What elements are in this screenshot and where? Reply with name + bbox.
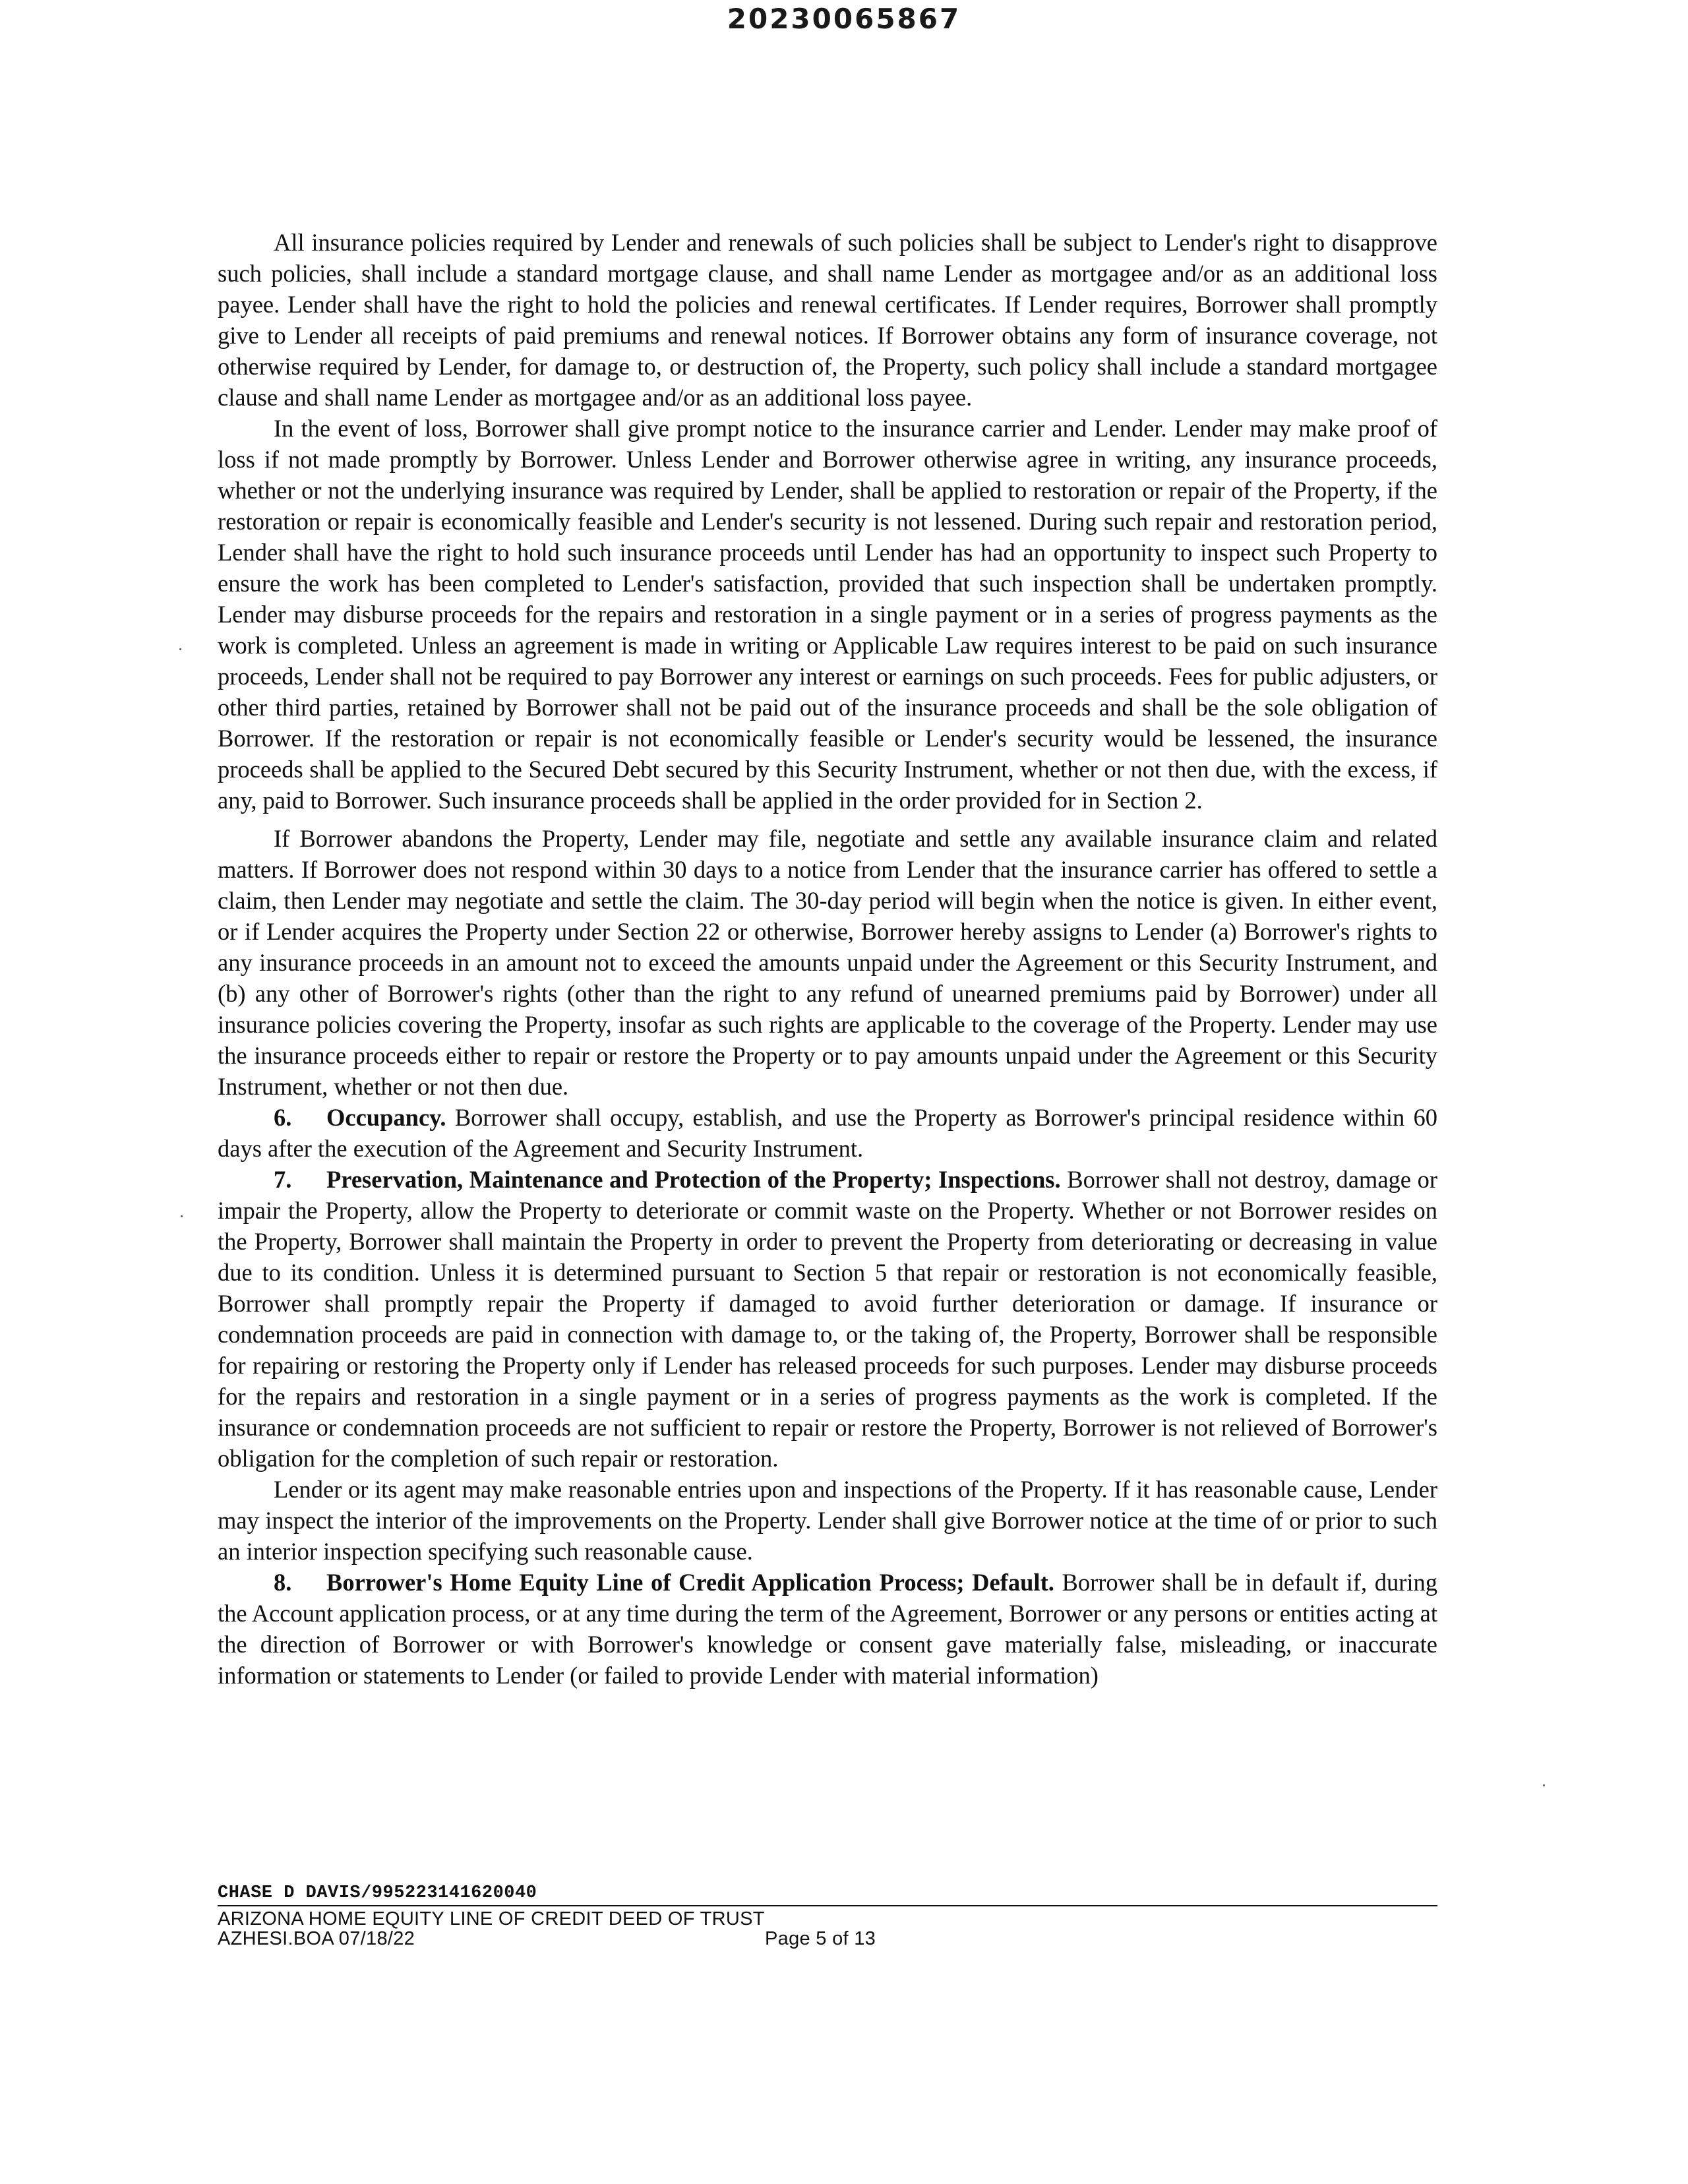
form-code: AZHESI.BOA 07/18/22 (218, 1928, 415, 1949)
section-7-number: 7. (274, 1166, 292, 1193)
page-number: Page 5 of 13 (765, 1928, 876, 1949)
document-number: 20230065867 (727, 3, 961, 35)
section-8-title: Borrower's Home Equity Line of Credit Application Process; Default. (326, 1569, 1054, 1596)
borrower-loan-id: CHASE D DAVIS/995223141620040 (218, 1883, 537, 1903)
form-title: ARIZONA HOME EQUITY LINE OF CREDIT DEED OF TRUST (218, 1908, 765, 1929)
document-body (218, 227, 1437, 1691)
paragraph-insurance-policies: All insurance policies required by Lender and renewals of such policies shall be subject to Lender's right to disapprove such policies, shall include a standard mortgage clause, and shall name Lender as mortgagee and/or as an additional loss payee. Lender shall have the right to hold the policies and renewal certificates. If Lender requires, Borrower shall promptly give to Lender all receipts of paid premiums and renewal notices. If Borrower obtains any form of insurance coverage, not otherwise required by Lender, for damage to, or destruction of, the Property, such policy shall include a standard mortgagee clause and shall name Lender as mortgagee and/or as an additional loss payee. (218, 229, 1437, 411)
section-7-preservation (218, 1164, 1437, 1474)
paragraph-inspections: Lender or its agent may make reasonable entries upon and inspections of the Property. If it has reasonable cause, Lender may inspect the interior of the improvements on the Property. Lender shall give Borrower notice at the time of or prior to such an interior inspection specifying such reasonable cause. (218, 1476, 1437, 1565)
paragraph-abandonment: If Borrower abandons the Property, Lender may file, negotiate and settle any available insurance claim and related matters. If Borrower does not respond within 30 days to a notice from Lender that the insurance carrier has offered to settle a claim, then Lender may negotiate and settle the claim. The 30-day period will begin when the notice is given. In either event, or if Lender acquires the Property under Section 22 or otherwise, Borrower hereby assigns to Lender (a) Borrower's rights to any insurance proceeds in an amount not to exceed the amounts unpaid under the Agreement or this Security Instrument, and (b) any other of Borrower's rights (other than the right to any refund of unearned premiums paid by Borrower) under all insurance policies covering the Property, insofar as such rights are applicable to the coverage of the Property. Lender may use the insurance proceeds either to repair or restore the Property or to pay amounts unpaid under the Agreement or this Security Instrument, whether or not then due. (218, 825, 1437, 1100)
section-6-occupancy (218, 1102, 1437, 1164)
section-8-number: 8. (274, 1569, 292, 1596)
section-7-text: Borrower shall not destroy, damage or impair the Property, allow the Property to deteriorate or commit waste on the Property. Whether or not Borrower resides on the Property, Borrower shall maintain the Property in order to prevent the Property from deteriorating or decreasing in value due to its condition. Unless it is determined pursuant to Section 5 that repair or restoration is not economically feasible, Borrower shall promptly repair the Property if damaged to avoid further deterioration or damage. If insurance or condemnation proceeds are paid in connection with damage to, or the taking of, the Property, Borrower shall be responsible for repairing or restoring the Property only if Lender has released proceeds for such purposes. Lender may disburse proceeds for the repairs and restoration in a single payment or in a series of progress payments as the work is completed. If the insurance or condemnation proceeds are not sufficient to repair or restore the Property, Borrower is not relieved of Borrower's obligation for the completion of such repair or restoration. (218, 1166, 1438, 1472)
section-8-text: Borrower shall be in default if, during the Account application process, or at any time during the term of the Agreement, Borrower or any persons or entities acting at the direction of Borrower or with Borrower's knowledge or consent gave materially false, misleading, or inaccurate information or statements to Lender (or failed to provide Lender with material information) (218, 1569, 1438, 1689)
scan-speck (181, 1215, 183, 1217)
footer-divider (218, 1905, 1437, 1906)
section-7-title: Preservation, Maintenance and Protection of the Property; Inspections. (326, 1166, 1061, 1193)
section-8-application-process (218, 1567, 1437, 1691)
section-6-title: Occupancy. (326, 1104, 446, 1131)
scan-speck (179, 648, 181, 650)
section-6-number: 6. (274, 1104, 292, 1131)
scan-speck (1543, 1784, 1545, 1786)
footer-line-2 (218, 1929, 1437, 1950)
page-footer (218, 1883, 1437, 1950)
paragraph-event-of-loss: In the event of loss, Borrower shall give prompt notice to the insurance carrier and Lender. Lender may make proof of loss if not made promptly by Borrower. Unless Lender and Borrower otherwise agree in writing, any insurance proceeds, whether or not the underlying insurance was required by Lender, shall be applied to restoration or repair of the Property, if the restoration or repair is economically feasible and Lender's security is not lessened. During such repair and restoration period, Lender shall have the right to hold such insurance proceeds until Lender has had an opportunity to inspect such Property to ensure the work has been completed to Lender's satisfaction, provided that such inspection shall be undertaken promptly. Lender may disburse proceeds for the repairs and restoration in a single payment or in a series of progress payments as the work is completed. Unless an agreement is made in writing or Applicable Law requires interest to be paid on such insurance proceeds, Lender shall not be required to pay Borrower any interest or earnings on such proceeds. Fees for public adjusters, or other third parties, retained by Borrower shall not be paid out of the insurance proceeds and shall be the sole obligation of Borrower. If the restoration or repair is not economically feasible or Lender's security would be lessened, the insurance proceeds shall be applied to the Secured Debt secured by this Security Instrument, whether or not then due, with the excess, if any, paid to Borrower. Such insurance proceeds shall be applied in the order provided for in Section 2. (218, 415, 1437, 814)
section-6-text: Borrower shall occupy, establish, and use the Property as Borrower's principal residence within 60 days after the execution of the Agreement and Security Instrument. (218, 1104, 1437, 1162)
